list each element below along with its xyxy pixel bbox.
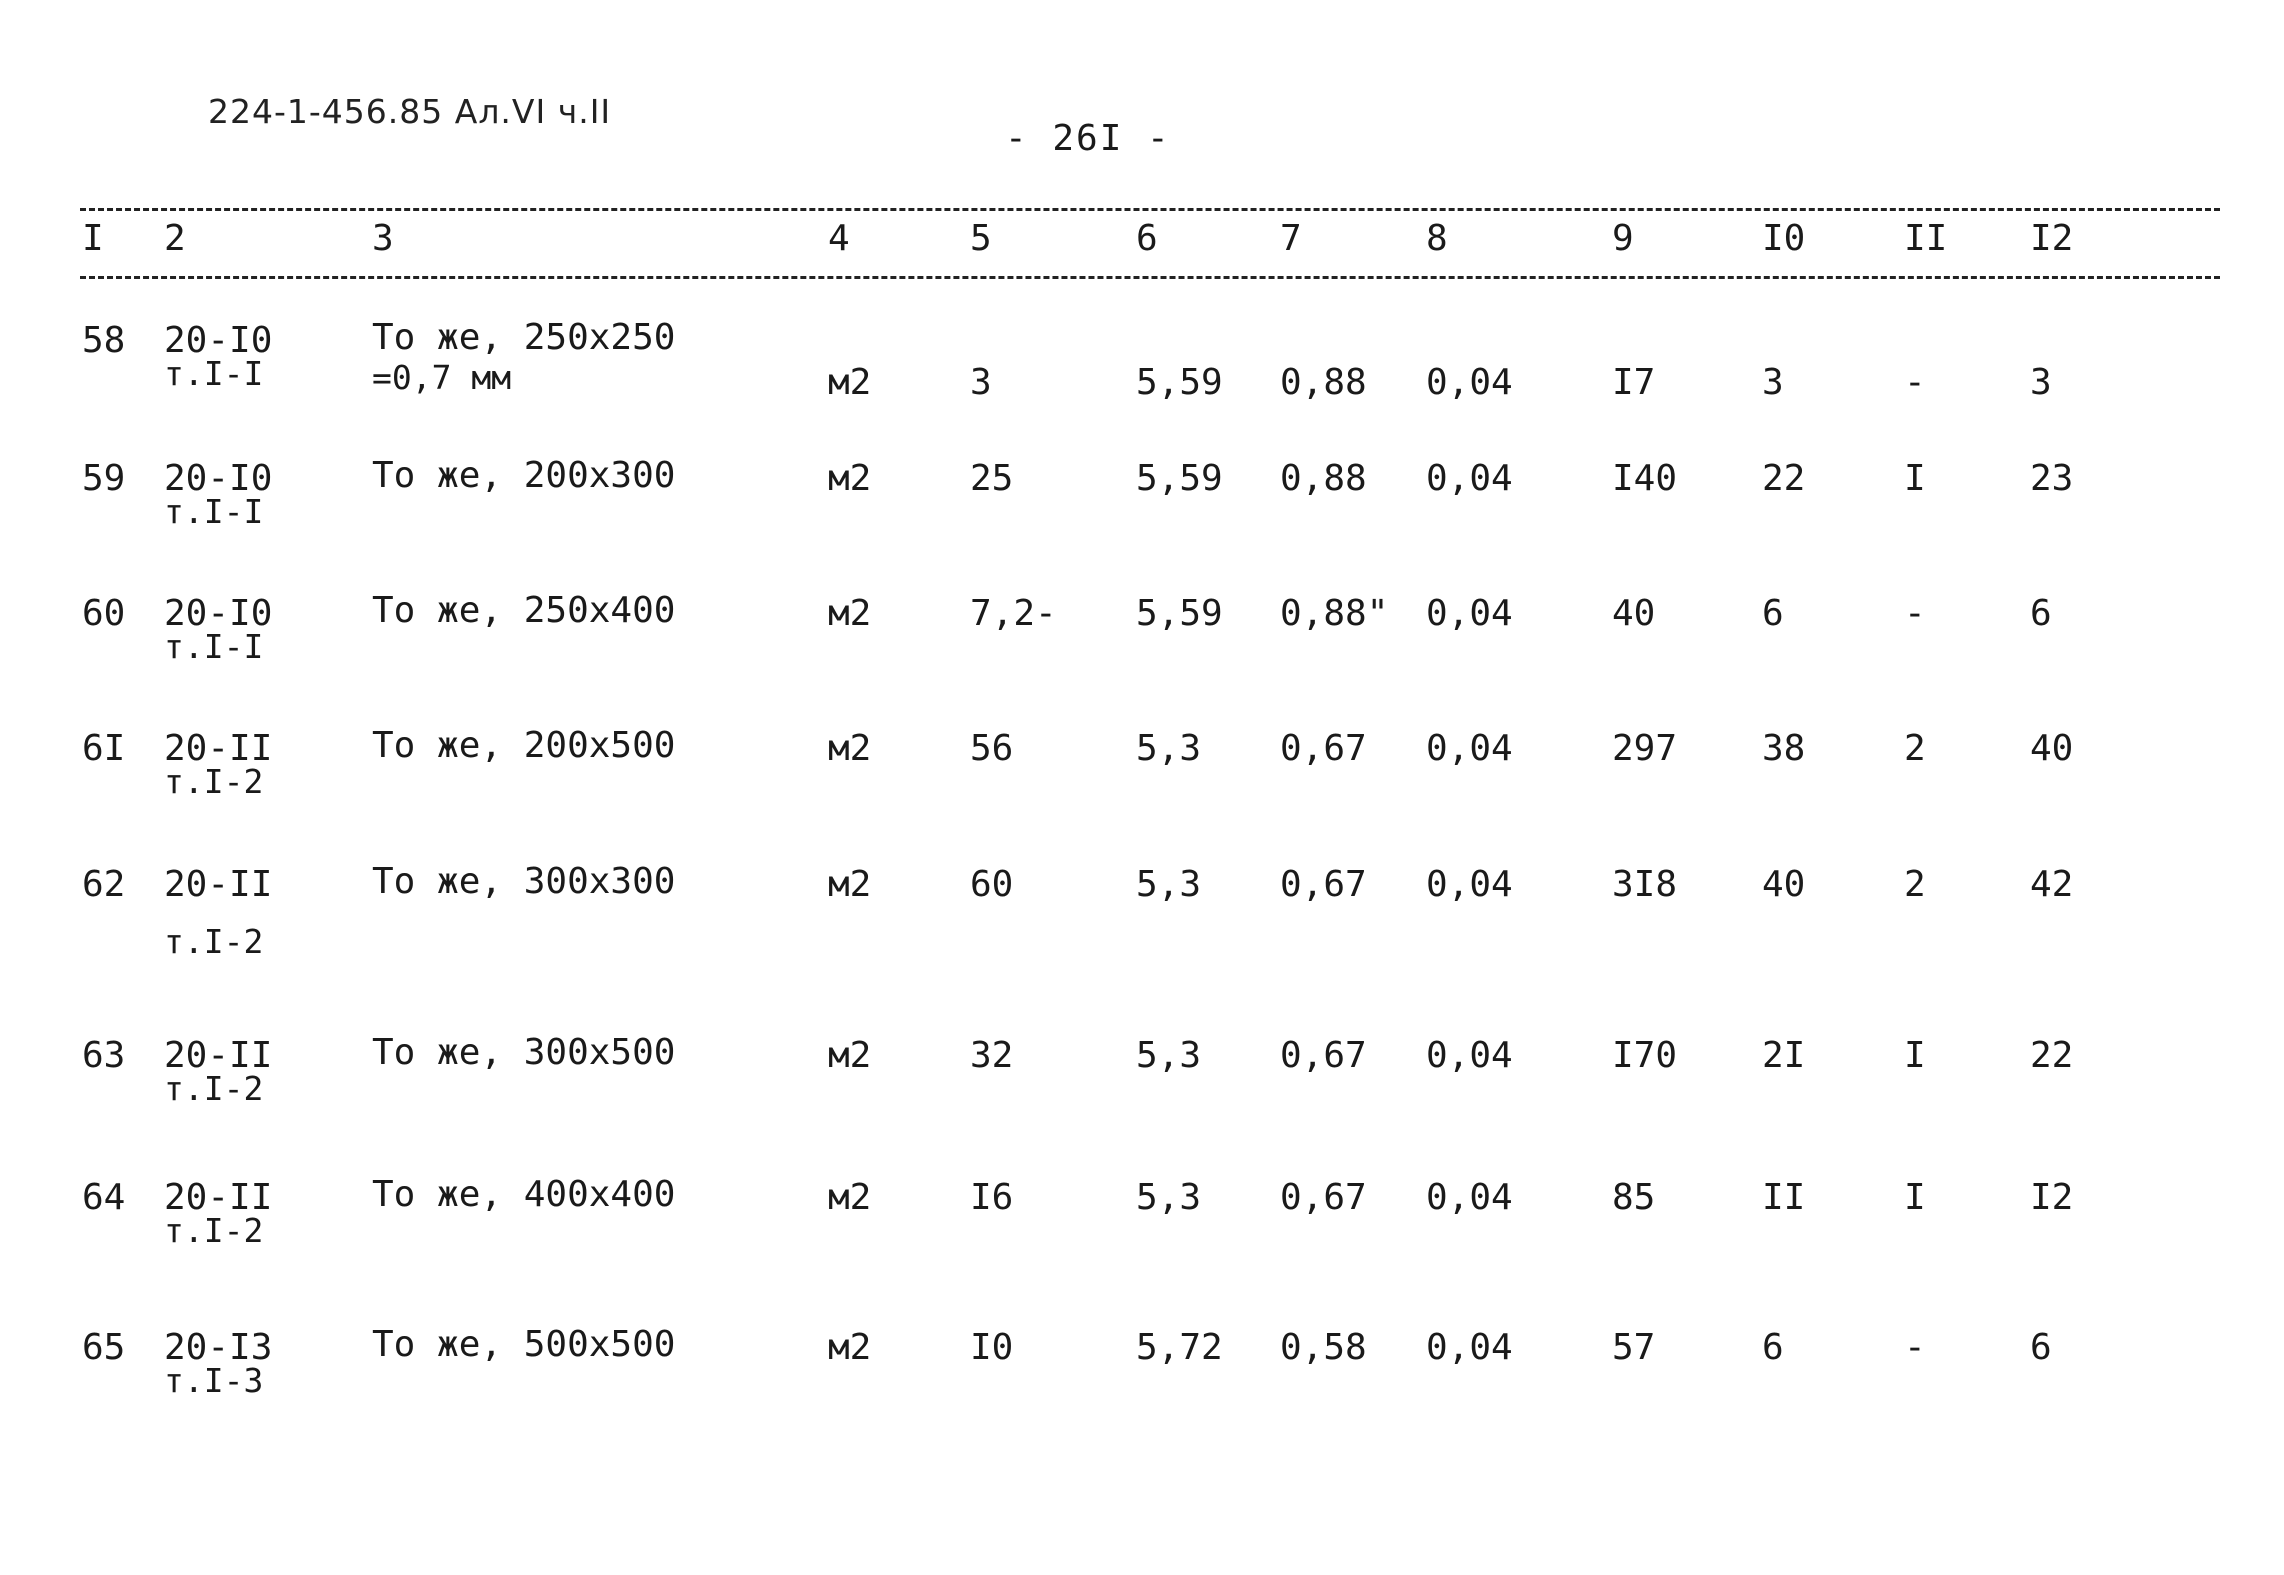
col11-cell: I bbox=[1904, 458, 1926, 499]
code-cell: 20-I0 bbox=[164, 593, 273, 634]
col8-cell: 0,04 bbox=[1426, 458, 1513, 499]
col10-cell: 2I bbox=[1762, 1035, 1806, 1076]
unit-cell: м2 bbox=[828, 458, 872, 499]
code-subcell: т.I-I bbox=[164, 492, 264, 531]
description-cell: То же, 400x400 bbox=[372, 1174, 676, 1215]
col8-cell: 0,04 bbox=[1426, 1327, 1513, 1368]
col11-cell: 2 bbox=[1904, 864, 1926, 905]
col8-cell: 0,04 bbox=[1426, 1177, 1513, 1218]
table-row bbox=[0, 1324, 2284, 1437]
col8-cell: 0,04 bbox=[1426, 864, 1513, 905]
code-subcell: т.I-2 bbox=[164, 762, 264, 801]
column-header-11: II bbox=[1904, 218, 1948, 259]
column-header-12: I2 bbox=[2030, 218, 2074, 259]
table-row bbox=[0, 861, 2284, 974]
table-row bbox=[0, 1174, 2284, 1287]
table-row bbox=[0, 725, 2284, 838]
unit-cell: м2 bbox=[828, 728, 872, 769]
col9-cell: I70 bbox=[1612, 1035, 1678, 1076]
unit-cell: м2 bbox=[828, 1327, 872, 1368]
column-header-4: 4 bbox=[828, 218, 850, 259]
document-code: 224-1-456.85 Ал.VI ч.II bbox=[208, 92, 612, 131]
col10-cell: 22 bbox=[1762, 458, 1806, 499]
row-number: 62 bbox=[82, 864, 126, 905]
description-cell: То же, 250x400 bbox=[372, 590, 676, 631]
code-subcell: т.I-2 bbox=[164, 1069, 264, 1108]
col5-cell: 25 bbox=[970, 458, 1014, 499]
col10-cell: 6 bbox=[1762, 593, 1784, 634]
table-row bbox=[0, 455, 2284, 568]
col6-cell: 5,3 bbox=[1136, 728, 1202, 769]
column-header-8: 8 bbox=[1426, 218, 1448, 259]
col6-cell: 5,72 bbox=[1136, 1327, 1223, 1368]
col7-cell: 0,67 bbox=[1280, 1177, 1367, 1218]
col11-cell: - bbox=[1904, 1327, 1926, 1368]
row-number: 60 bbox=[82, 593, 126, 634]
col7-cell: 0,58 bbox=[1280, 1327, 1367, 1368]
col11-cell: I bbox=[1904, 1035, 1926, 1076]
col8-cell: 0,04 bbox=[1426, 1035, 1513, 1076]
description-cell: То же, 200x500 bbox=[372, 725, 676, 766]
row-number: 58 bbox=[82, 320, 126, 361]
code-subcell: т.I-2 bbox=[164, 922, 264, 961]
column-header-9: 9 bbox=[1612, 218, 1634, 259]
column-header-1: I bbox=[82, 218, 104, 259]
col5-cell: I6 bbox=[970, 1177, 1014, 1218]
code-cell: 20-I3 bbox=[164, 1327, 273, 1368]
table-row bbox=[0, 317, 2284, 430]
column-header-10: I0 bbox=[1762, 218, 1806, 259]
col12-cell: I2 bbox=[2030, 1177, 2074, 1218]
col11-cell: 2 bbox=[1904, 728, 1926, 769]
col12-cell: 42 bbox=[2030, 864, 2074, 905]
code-cell: 20-I0 bbox=[164, 320, 273, 361]
table-row bbox=[0, 1032, 2284, 1145]
row-number: 6I bbox=[82, 728, 126, 769]
col5-cell: 3 bbox=[970, 362, 992, 403]
page-number: - 26I - bbox=[1005, 118, 1171, 159]
col7-cell: 0,67 bbox=[1280, 864, 1367, 905]
code-cell: 20-II bbox=[164, 1035, 273, 1076]
code-cell: 20-II bbox=[164, 864, 273, 905]
col5-cell: 32 bbox=[970, 1035, 1014, 1076]
col10-cell: 6 bbox=[1762, 1327, 1784, 1368]
col9-cell: 297 bbox=[1612, 728, 1678, 769]
code-subcell: т.I-I bbox=[164, 627, 264, 666]
col5-cell: 60 bbox=[970, 864, 1014, 905]
unit-cell: м2 bbox=[828, 1177, 872, 1218]
column-header-3: 3 bbox=[372, 218, 394, 259]
description-cell: То же, 300x300 bbox=[372, 861, 676, 902]
unit-cell: м2 bbox=[828, 593, 872, 634]
col7-cell: 0,88" bbox=[1280, 593, 1389, 634]
code-cell: 20-I0 bbox=[164, 458, 273, 499]
col10-cell: 38 bbox=[1762, 728, 1806, 769]
header-bottom-rule bbox=[80, 276, 2220, 279]
row-number: 63 bbox=[82, 1035, 126, 1076]
col6-cell: 5,59 bbox=[1136, 458, 1223, 499]
col6-cell: 5,3 bbox=[1136, 864, 1202, 905]
col12-cell: 6 bbox=[2030, 1327, 2052, 1368]
description-cell: То же, 300x500 bbox=[372, 1032, 676, 1073]
column-header-5: 5 bbox=[970, 218, 992, 259]
col7-cell: 0,88 bbox=[1280, 458, 1367, 499]
col7-cell: 0,88 bbox=[1280, 362, 1367, 403]
description-cell: То же, 200x300 bbox=[372, 455, 676, 496]
unit-cell: м2 bbox=[828, 362, 872, 403]
col6-cell: 5,3 bbox=[1136, 1035, 1202, 1076]
col6-cell: 5,59 bbox=[1136, 593, 1223, 634]
code-cell: 20-II bbox=[164, 1177, 273, 1218]
description-subcell: =0,7 мм bbox=[372, 358, 512, 397]
col10-cell: 40 bbox=[1762, 864, 1806, 905]
col9-cell: 3I8 bbox=[1612, 864, 1678, 905]
description-cell: То же, 500x500 bbox=[372, 1324, 676, 1365]
col9-cell: I7 bbox=[1612, 362, 1656, 403]
header-top-rule bbox=[80, 208, 2220, 211]
col9-cell: 57 bbox=[1612, 1327, 1656, 1368]
col8-cell: 0,04 bbox=[1426, 362, 1513, 403]
col5-cell: I0 bbox=[970, 1327, 1014, 1368]
col9-cell: 40 bbox=[1612, 593, 1656, 634]
col12-cell: 40 bbox=[2030, 728, 2074, 769]
unit-cell: м2 bbox=[828, 864, 872, 905]
col7-cell: 0,67 bbox=[1280, 728, 1367, 769]
col12-cell: 3 bbox=[2030, 362, 2052, 403]
col8-cell: 0,04 bbox=[1426, 728, 1513, 769]
code-subcell: т.I-2 bbox=[164, 1211, 264, 1250]
col5-cell: 56 bbox=[970, 728, 1014, 769]
col11-cell: - bbox=[1904, 593, 1926, 634]
col6-cell: 5,3 bbox=[1136, 1177, 1202, 1218]
row-number: 65 bbox=[82, 1327, 126, 1368]
column-header-2: 2 bbox=[164, 218, 186, 259]
col8-cell: 0,04 bbox=[1426, 593, 1513, 634]
col9-cell: I40 bbox=[1612, 458, 1678, 499]
code-subcell: т.I-I bbox=[164, 354, 264, 393]
code-cell: 20-II bbox=[164, 728, 273, 769]
col6-cell: 5,59 bbox=[1136, 362, 1223, 403]
col10-cell: 3 bbox=[1762, 362, 1784, 403]
row-number: 59 bbox=[82, 458, 126, 499]
col9-cell: 85 bbox=[1612, 1177, 1656, 1218]
row-number: 64 bbox=[82, 1177, 126, 1218]
col11-cell: - bbox=[1904, 362, 1926, 403]
col10-cell: II bbox=[1762, 1177, 1806, 1218]
col12-cell: 22 bbox=[2030, 1035, 2074, 1076]
code-subcell: т.I-3 bbox=[164, 1361, 264, 1400]
col12-cell: 23 bbox=[2030, 458, 2074, 499]
col11-cell: I bbox=[1904, 1177, 1926, 1218]
col12-cell: 6 bbox=[2030, 593, 2052, 634]
column-header-7: 7 bbox=[1280, 218, 1302, 259]
unit-cell: м2 bbox=[828, 1035, 872, 1076]
col7-cell: 0,67 bbox=[1280, 1035, 1367, 1076]
column-header-6: 6 bbox=[1136, 218, 1158, 259]
description-cell: То же, 250x250 bbox=[372, 317, 676, 358]
table-row bbox=[0, 590, 2284, 703]
col5-cell: 7,2- bbox=[970, 593, 1057, 634]
